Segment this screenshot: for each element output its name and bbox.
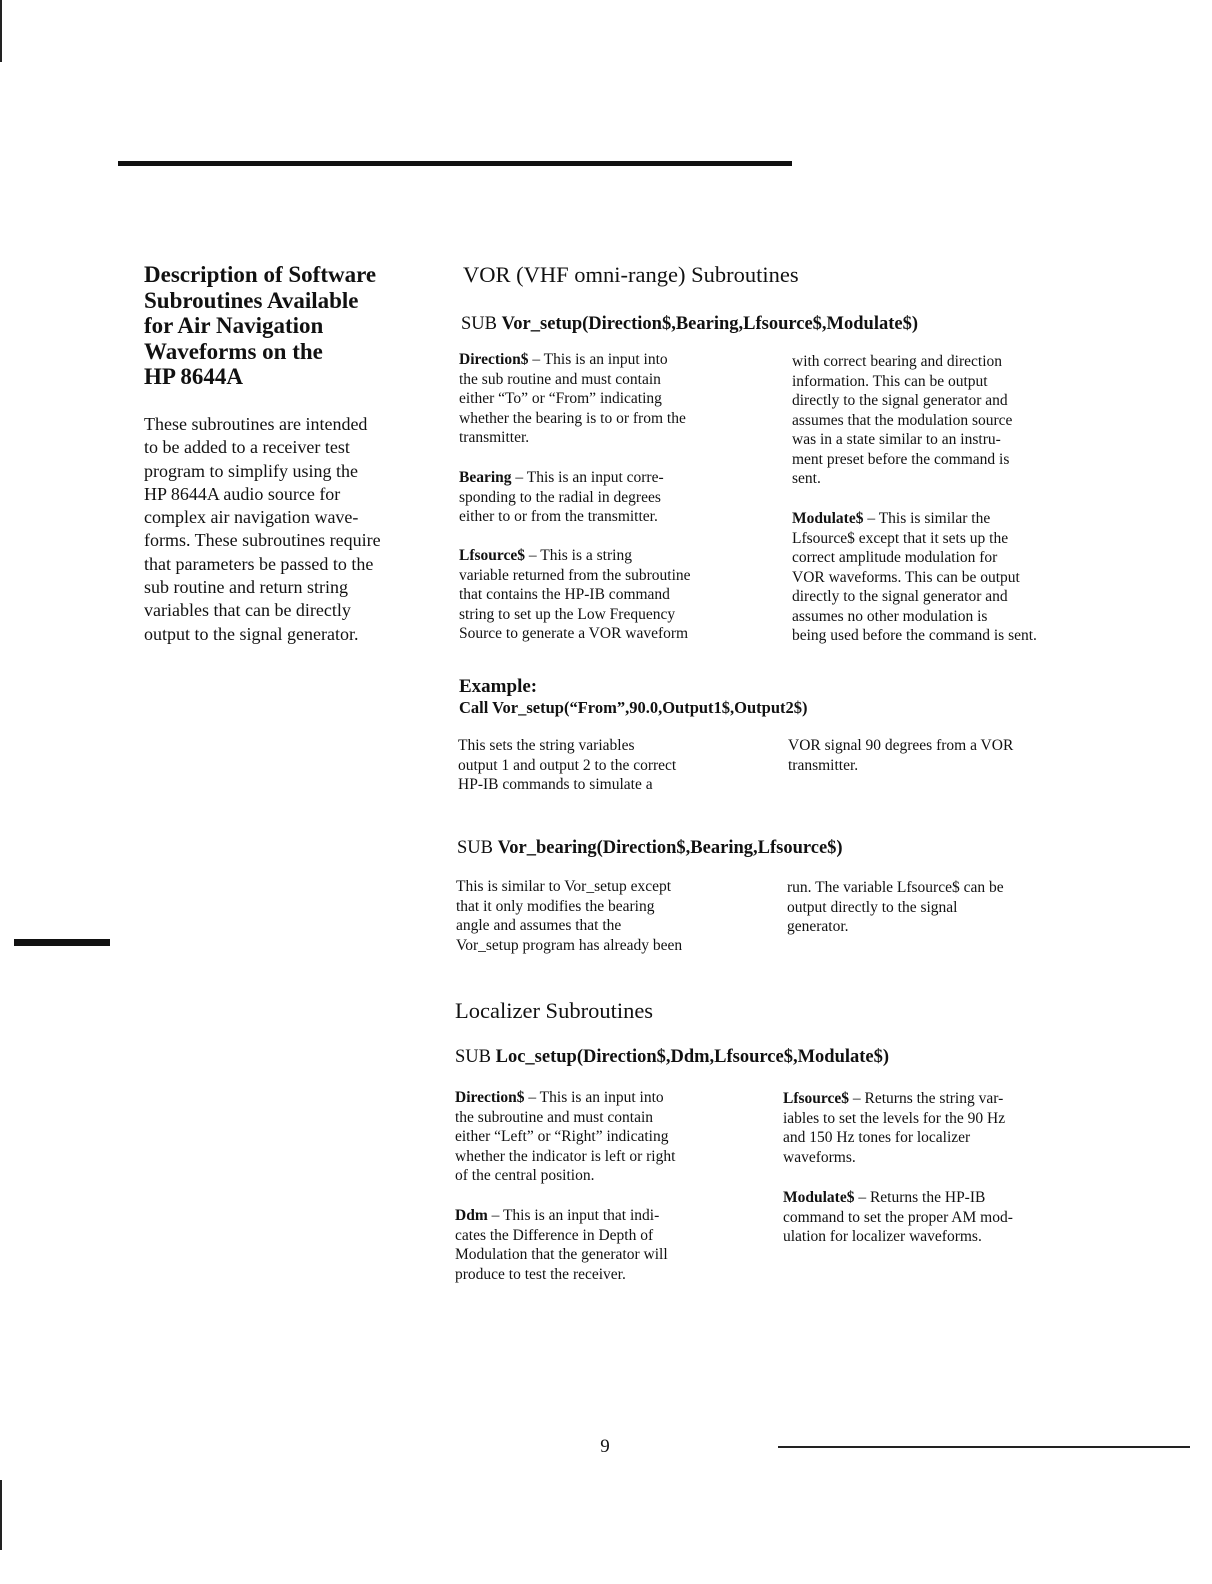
param-term: Lfsource$ [459,547,526,564]
scan-edge-mark-bottom [0,1480,2,1550]
header-rule [118,161,792,166]
param-term: Ddm [455,1207,488,1224]
vor-bearing-param [459,468,771,527]
sidebar-title: Description of Software Subroutines Available for Air Navigation Waveforms on the HP 8644A [144,262,377,389]
vor-bearing-description-continued: run. The variable Lfsource$ can be output directly to the signal generator. [787,879,1004,935]
param-description: – This is an input into the subroutine and must contain either “Left” or “Right” indicating whether the indicator is left or right of the central position. [455,1089,676,1184]
param-term: Lfsource$ [783,1090,850,1107]
vor-lfsource-param [459,546,771,644]
loc-ddm-param [455,1206,767,1284]
localizer-section-heading: Localizer Subroutines [455,998,654,1023]
vor-direction-param [459,350,771,448]
param-description: – This is a string variable returned from the subroutine that contains the HP-IB command string to set up the Low Frequency Source to generate a VOR waveform [459,547,691,642]
scan-edge-mark [0,0,2,62]
param-description: – Returns the string var- iables to set the levels for the 90 Hz and 150 Hz tones for localizer waveforms. [783,1090,1006,1166]
loc-setup-signature [455,1047,889,1068]
param-term: Modulate$ [783,1189,855,1206]
param-description: – This is an input corre- sponding to the radial in degrees either to or from the transmitter. [459,469,664,525]
param-term: Direction$ [459,351,529,368]
vor-modulate-param [792,509,1102,646]
sub-keyword: SUB [457,838,493,858]
param-term: Direction$ [455,1089,525,1106]
example-label: Example: [459,676,538,697]
vor-lfsource-continued: with correct bearing and direction information. This can be output directly to the signal generator and assumes that the modulation source was in a state similar to an instru- ment preset before the command is sent. [792,353,1013,487]
param-description: – This is an input into the sub routine and must contain either “To” or “From” indicating whether the bearing is to or from the transmitter. [459,351,686,446]
sidebar-description: These subroutines are intended to be added to a receiver test program to simplify using the HP 8644A audio source for complex air navigation wave- forms. These subroutines require that parameters be passed to the sub routine and return string variables that can be directly output to the signal generator. [144,414,381,644]
vor-setup-signature [461,314,918,335]
sub-keyword: SUB [461,314,497,334]
example-description-continued: VOR signal 90 degrees from a VOR transmitter. [788,737,1014,774]
footer-rule [778,1446,1190,1448]
vor-bearing-signature [457,838,843,859]
loc-modulate-param [783,1188,1103,1247]
page-number: 9 [600,1436,610,1457]
loc-lfsource-param [783,1089,1103,1167]
param-description: – This is similar the Lfsource$ except that it sets up the correct amplitude modulation for VOR waveforms. This can be output directly to the signal generator and assumes no other modulation is being used before the command is sent. [792,510,1037,644]
param-description: – This is an input that indi- cates the Difference in Depth of Modulation that the generator will produce to test the receiver. [455,1207,668,1283]
param-description: – Returns the HP-IB command to set the proper AM mod- ulation for localizer waveforms. [783,1189,1013,1245]
sub-keyword: SUB [455,1047,491,1067]
signature-text: Vor_setup(Direction$,Bearing,Lfsource$,Modulate$) [501,314,919,334]
vor-bearing-description: This is similar to Vor_setup except that it only modifies the bearing angle and assumes that the Vor_setup program has already been [456,878,683,954]
example-description: This sets the string variables output 1 and output 2 to the correct HP-IB commands to simulate a [458,737,677,793]
loc-direction-param [455,1088,767,1186]
signature-text: Loc_setup(Direction$,Ddm,Lfsource$,Modulate$) [495,1047,890,1067]
param-term: Modulate$ [792,510,864,527]
margin-marker-bar [14,939,110,946]
param-term: Bearing [459,469,512,486]
vor-section-heading: VOR (VHF omni-range) Subroutines [463,262,799,287]
example-call: Call Vor_setup(“From”,90.0,Output1$,Output2$) [459,698,808,717]
signature-text: Vor_bearing(Direction$,Bearing,Lfsource$) [497,838,843,858]
